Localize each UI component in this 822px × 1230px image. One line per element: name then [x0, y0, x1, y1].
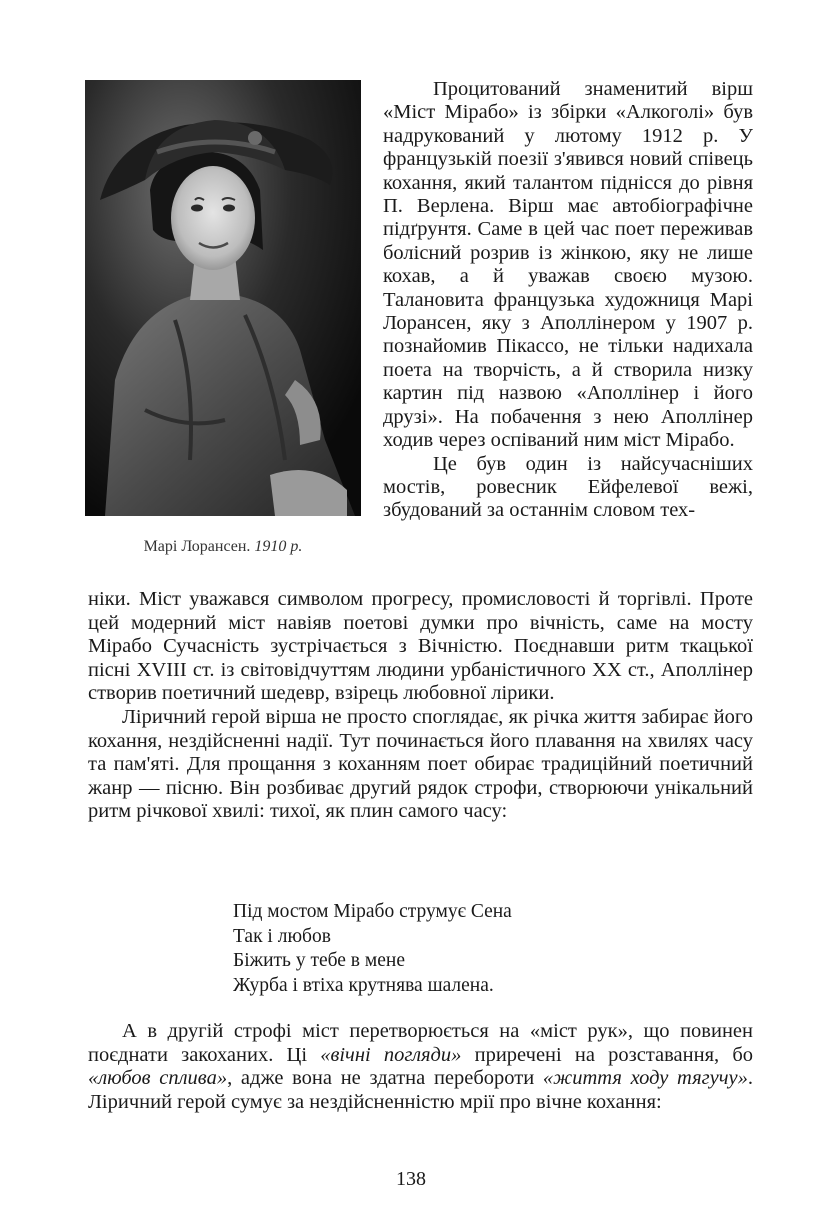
quote-eternal-glances: «вічні погляди»: [320, 1043, 462, 1066]
main-text-column: [88, 588, 753, 824]
paragraph-4: [88, 1020, 753, 1114]
side-text-column: [383, 78, 753, 523]
poem-quote: [233, 900, 633, 998]
paragraph-1: Процитований знаменитий вірш «Міст Мірабо» із збірки «Алкоголі» був надрукований у лютому 1912 р. У французькій поезії з'явився новий співець кохання, який талантом піднісся до рівня П. Верлена. Вірш має автобіографічне підґрунтя. Саме в цей час поет переживав болісний розрив із жінкою, яку не лише кохав, а й уважав своєю музою. Талановита французька художниця Марі Лорансен, яку з Аполлінером у 1907 р. познайомив Пікассо, не тільки надихала поета на творчість, а й створила низку картин під назвою «Аполлінер і його друзі». На побачення з нею Аполлінер ходив через оспіваний ним міст Мірабо.: [383, 78, 753, 452]
poem-line-2: Так і любов: [233, 925, 331, 947]
paragraph-4-part-4: . Ліричний герой сумує за нездійсненністю мрії про вічне кохання:: [88, 1067, 753, 1113]
photo-caption: [85, 538, 361, 556]
page-number: 138: [396, 1168, 426, 1190]
paragraph-4-part-1: А в другій строфі міст перетворюється на «міст рук», що повинен поєднати закоханих. Ці: [88, 1020, 753, 1066]
portrait-photo: [85, 80, 361, 516]
paragraph-4-part-2: приречені на розставання, бо: [461, 1043, 753, 1066]
final-text-column: [88, 1020, 753, 1114]
poem-line-1: Під мостом Мірабо струмує Сена: [233, 901, 512, 922]
poem-line-3: Біжить у тебе в мене: [233, 950, 405, 971]
paragraph-2-end: ніки. Міст уважався символом прогресу, промисловості й торгівлі. Проте цей модерний міст навіяв поетові думки про вічність, саме на мосту Мірабо Сучасність зустрічається з Вічністю. Поєднавши ритм ткацької пісні XVIII ст. із світовідчуттям людини урбаністичного XX ст., Аполлінер створив поетичний шедевр, взірець любовної лірики.: [88, 588, 753, 705]
caption-name: Марі Лорансен.: [143, 538, 251, 555]
quote-love-flows: «любов сплива»: [88, 1067, 228, 1090]
caption-year: 1910 р.: [254, 538, 303, 555]
paragraph-2-start: Це був один із найсучасніших мостів, ровесник Ейфелевої вежі, збудований за останнім словом тех-: [383, 452, 753, 522]
paragraph-3: Ліричний герой вірша не просто споглядає, як річка життя забирає його кохання, нездійсненні надії. Тут починається його плавання на хвилях часу та пам'яті. Для прощання з коханням поет обирає традиційний поетичний жанр — пісню. Він розбиває другий рядок строфи, створюючи унікальний ритм річкової хвилі: тихої, як плин самого часу:: [88, 705, 753, 823]
portrait-illustration: [85, 80, 361, 516]
paragraph-4-part-3: , адже вона не здатна перебороти: [227, 1067, 543, 1090]
poem-line-4: Журба і втіха крутнява шалена.: [233, 974, 494, 996]
quote-life-course: «життя ходу тягучу»: [542, 1067, 748, 1090]
